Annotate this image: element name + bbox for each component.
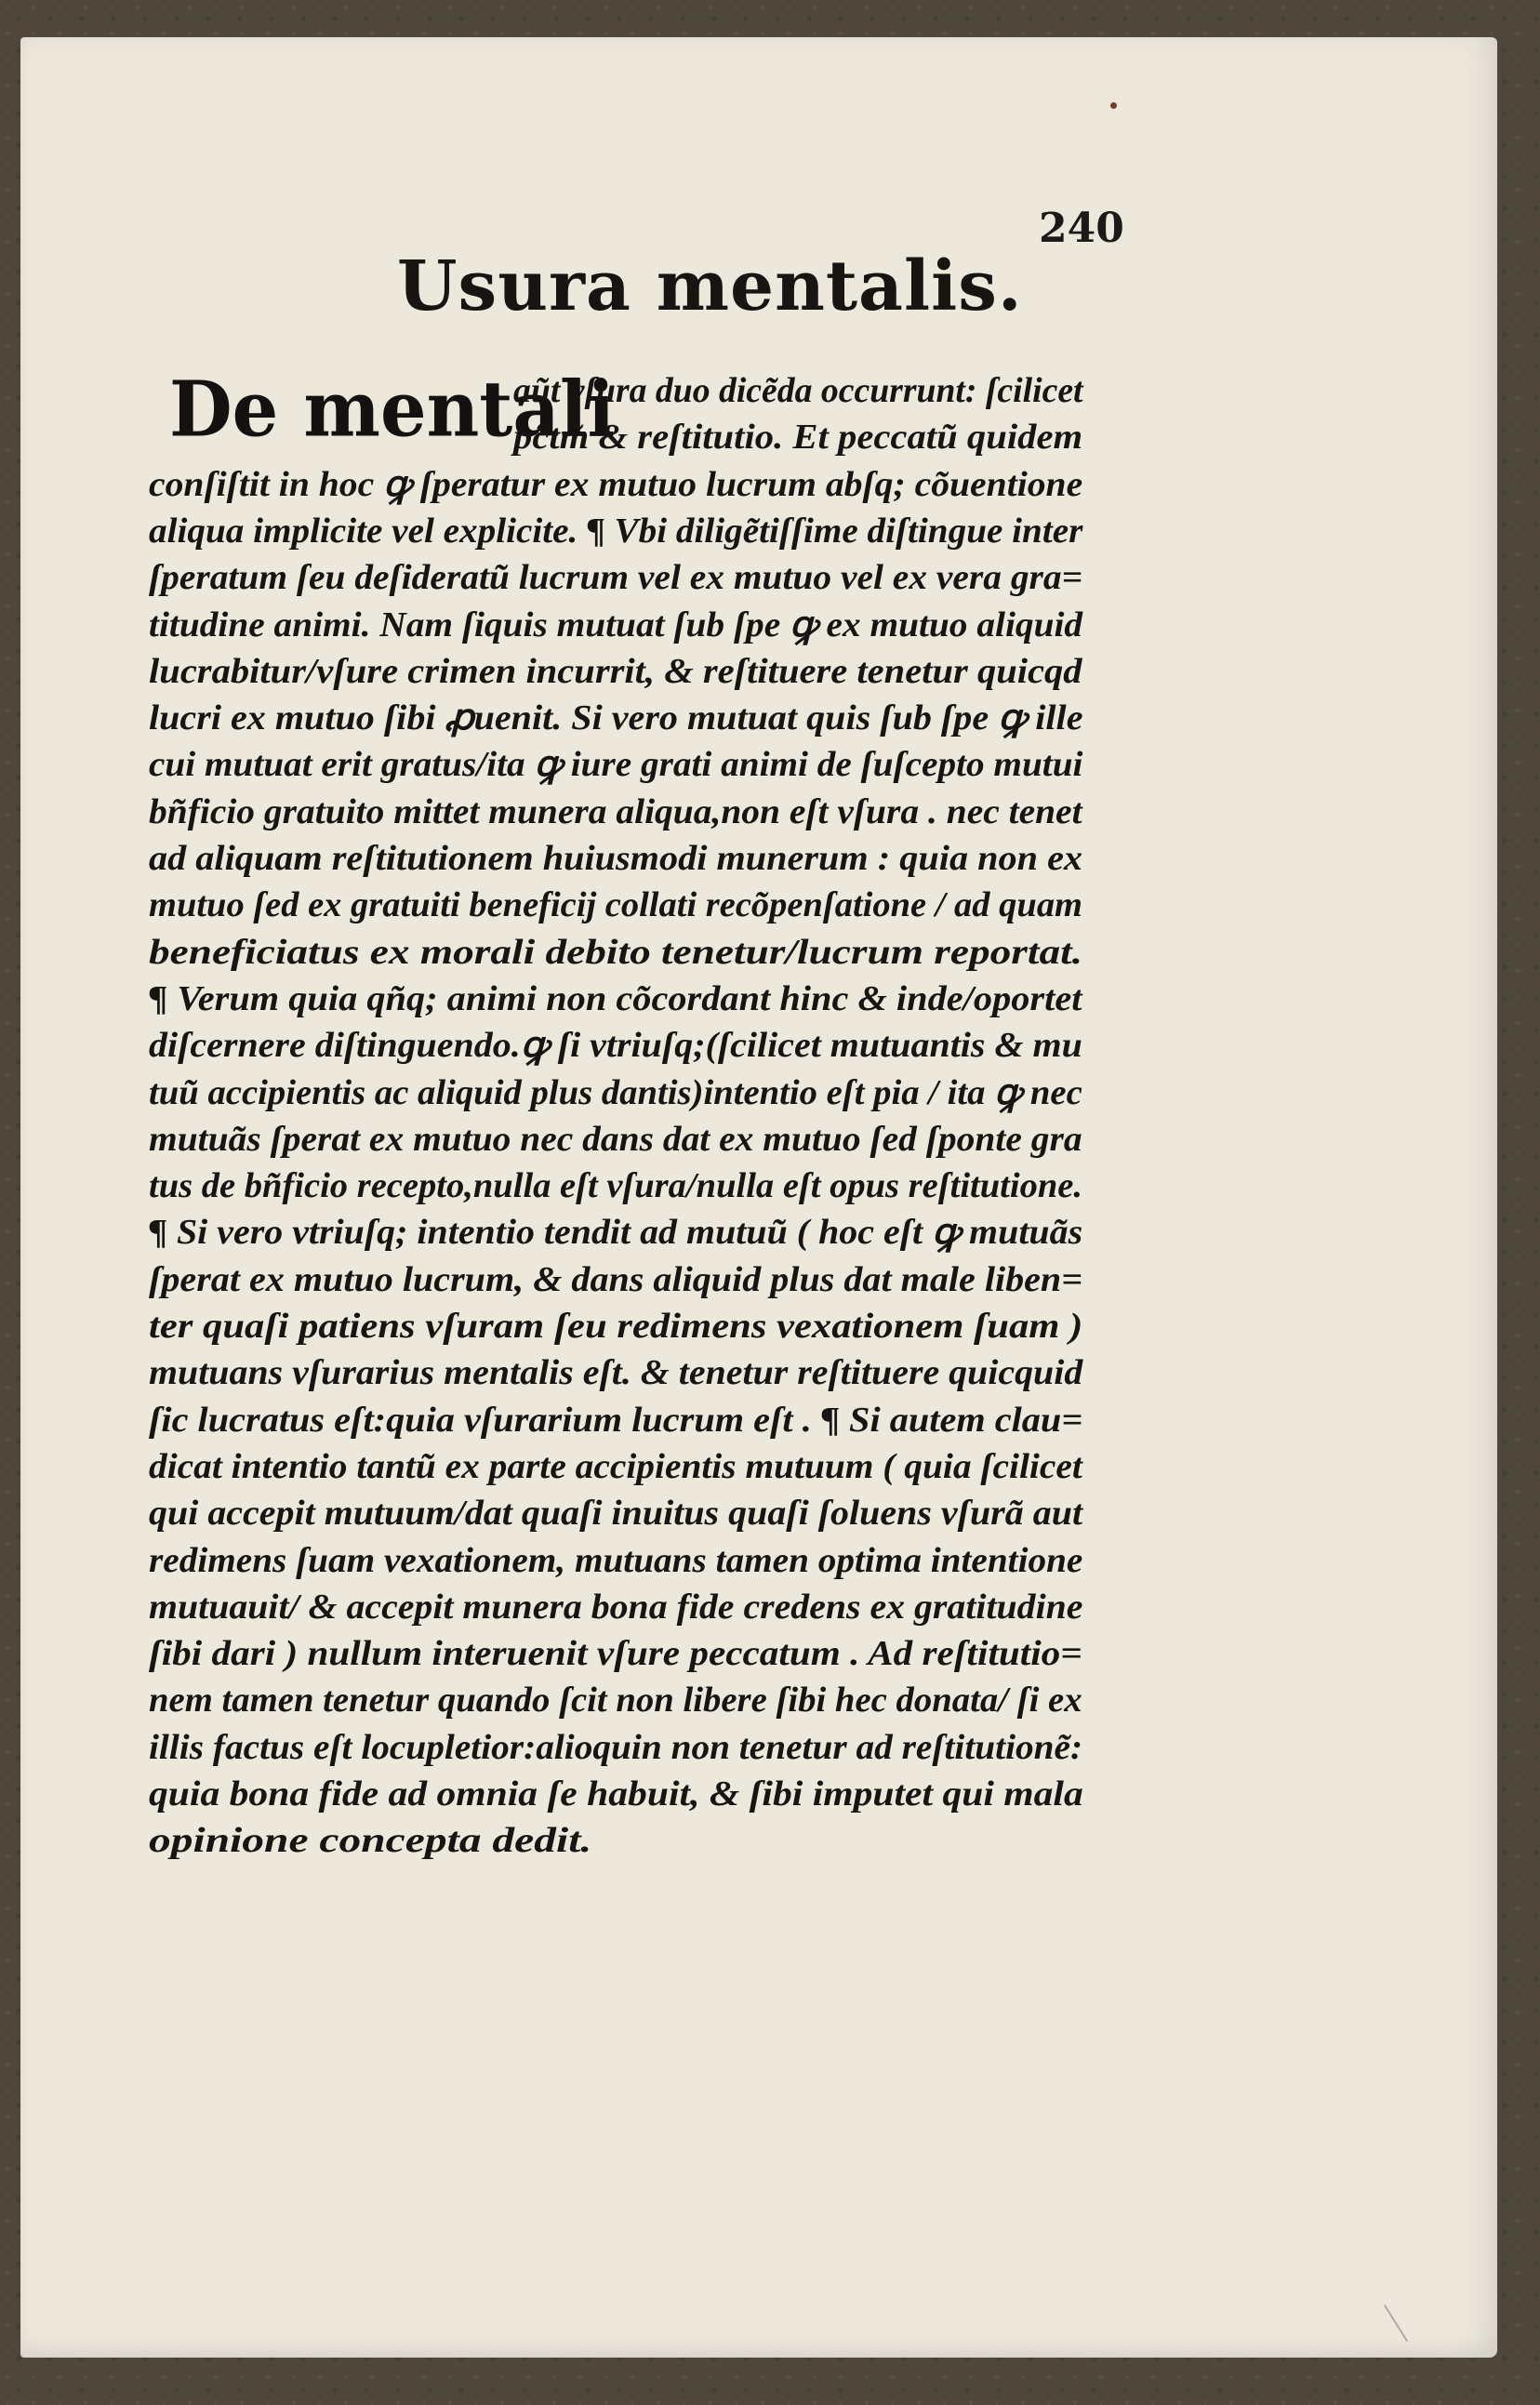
text-line: mutuo ſed ex gratuiti beneficij collati recõpenſatione / ad quam	[149, 885, 1083, 925]
text-line: ad aliquam reſtitutionem huiusmodi munerum : quia non ex	[149, 839, 1083, 878]
folio-number: 240	[1039, 205, 1124, 252]
text-line: pc̃tm̃ & reſtitutio. Et peccatũ quidem	[513, 418, 1083, 458]
text-line: ſibi dari ) nullum interuenit vſure peccatum . Ad reſtitutio=	[149, 1634, 1082, 1674]
text-line: tuũ accipientis ac aliquid plus dantis)intentio eſt pia / ita ꝙ nec	[149, 1072, 1082, 1112]
text-line: nem tamen tenetur quando ſcit non libere ſibi hec donata/ ſi ex	[149, 1681, 1082, 1721]
text-line: qui accepit mutuum/dat quaſi inuitus quaſi ſoluens vſurã aut	[149, 1494, 1083, 1534]
text-line: aliqua implicite vel explicite. ¶ Vbi diligẽtiſſime diſtingue inter	[149, 511, 1083, 551]
page-scratch	[1384, 2305, 1408, 2342]
text-line: tus de bñficio recepto,nulla eſt vſura/nulla eſt opus reſtitutione.	[149, 1166, 1083, 1206]
text-line: mutuauit/ & accepit munera bona fide credens ex gratitudine	[149, 1587, 1083, 1627]
text-line: lucrabitur/vſure crimen incurrit, & reſtituere tenetur quicqd	[149, 651, 1082, 691]
text-line: opinione concepta dedit.	[149, 1821, 592, 1861]
text-line: mutuans vſurarius mentalis eſt. & tenetur reſtituere quicquid	[149, 1353, 1083, 1393]
text-line: redimens ſuam vexationem, mutuans tamen optima intentione	[149, 1540, 1083, 1580]
text-line: ter quaſi patiens vſuram ſeu redimens vexationem ſuam )	[149, 1307, 1083, 1346]
text-line: mutuãs ſperat ex mutuo nec dans dat ex mutuo ſed ſponte gra	[149, 1119, 1082, 1159]
text-line: ¶ Verum quia qñq; animi non cõcordant hinc & inde/oportet	[149, 978, 1082, 1018]
text-line: ¶ Si vero vtriuſq; intentio tendit ad mutuũ ( hoc eſt ꝙ mutuãs	[149, 1213, 1083, 1253]
text-line: dicat intentio tantũ ex parte accipientis mutuum ( quia ſcilicet	[149, 1446, 1082, 1486]
text-line: ſperat ex mutuo lucrum, & dans aliquid plus dat male liben=	[149, 1259, 1083, 1299]
text-line: diſcernere diſtinguendo.ꝙ ſi vtriuſq;(ſcilicet mutuantis & mu	[149, 1026, 1082, 1066]
text-line: ſperatum ſeu deſideratũ lucrum vel ex mutuo vel ex vera gra=	[149, 558, 1083, 598]
text-line: beneficiatus ex morali debito tenetur/lucrum reportat.	[149, 932, 1083, 972]
text-line: aũt vſura duo dicẽda occurrunt: ſcilicet	[513, 371, 1083, 410]
text-line: quia bona fide ad omnia ſe habuit, & ſibi imputet qui mala	[149, 1774, 1083, 1814]
opening-words: De mentali	[169, 365, 616, 455]
text-line: lucri ex mutuo ſibi ꝓuenit. Si vero mutuat quis ſub ſpe ꝙ ille	[149, 698, 1083, 738]
text-line: bñficio gratuito mittet munera aliqua,non eſt vſura . nec tenet	[149, 791, 1082, 831]
ink-spot	[1110, 102, 1117, 109]
book-page	[20, 37, 1497, 2358]
text-line: ſic lucratus eſt:quia vſurarium lucrum eſt . ¶ Si autem clau=	[149, 1400, 1083, 1440]
text-line: cui mutuat erit gratus/ita ꝙ iure grati animi de ſuſcepto mutui	[149, 745, 1083, 785]
text-line: titudine animi. Nam ſiquis mutuat ſub ſpe ꝙ ex mutuo aliquid	[149, 605, 1083, 644]
page-heading: Usura mentalis.	[397, 246, 1023, 326]
text-line: conſiſtit in hoc ꝙ ſperatur ex mutuo lucrum abſq; cõuentione	[149, 464, 1083, 504]
text-line: illis factus eſt locupletior:alioquin non tenetur ad reſtitutionẽ:	[149, 1727, 1083, 1767]
